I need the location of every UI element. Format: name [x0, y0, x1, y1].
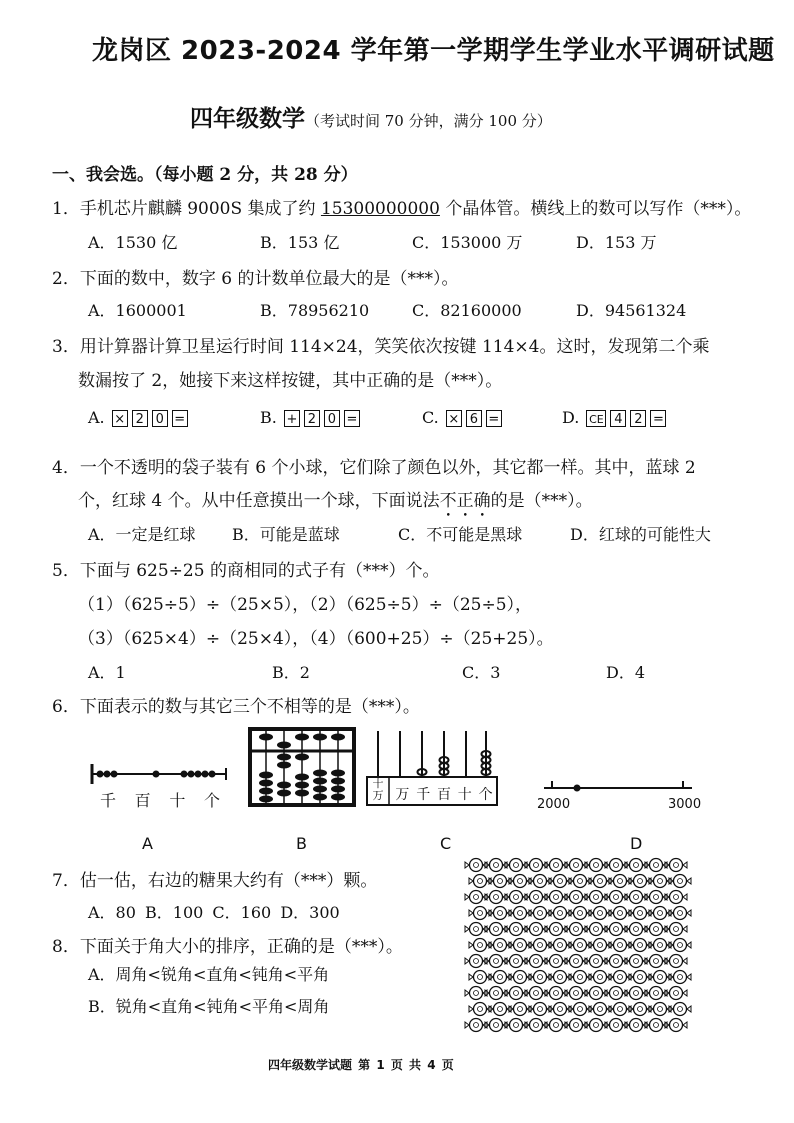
q3-option-b[interactable]: [260, 408, 362, 427]
plus-key: +: [284, 410, 300, 427]
q1-option-a[interactable]: A．1530 亿: [88, 233, 178, 252]
candy-piece: [569, 907, 591, 920]
q7-option-c[interactable]: C．160: [212, 903, 272, 922]
candy-piece: [485, 987, 507, 1000]
candy-piece: [625, 891, 647, 904]
candy-piece: [509, 939, 531, 952]
digit-key: 2: [304, 410, 320, 427]
place-label-tens: 十: [169, 791, 186, 810]
q2-option-d[interactable]: D．94561324: [576, 301, 687, 320]
candy-piece: [665, 923, 687, 936]
q3-option-a[interactable]: [88, 408, 190, 427]
candy-piece: [569, 1003, 591, 1016]
candy-piece: [569, 875, 591, 888]
counter-label-ones: 个: [478, 787, 493, 803]
counter-label-thousands: 千: [416, 787, 431, 803]
candy-piece: [605, 859, 627, 872]
candy-piece: [485, 859, 507, 872]
candy-piece: [565, 1019, 587, 1032]
candy-piece: [485, 1019, 507, 1032]
candy-piece: [605, 923, 627, 936]
q1-text-post: 个晶体管。横线上的数可以写作（***）。: [439, 199, 752, 219]
q2-option-c[interactable]: C．82160000: [412, 301, 522, 320]
candy-piece: [669, 971, 691, 984]
candy-piece: [465, 859, 487, 872]
candy-piece: [569, 971, 591, 984]
candy-piece: [529, 907, 551, 920]
candy-piece: [649, 971, 671, 984]
q2-option-b[interactable]: B．78956210: [260, 301, 370, 320]
candy-piece: [489, 971, 511, 984]
candy-piece: [629, 971, 651, 984]
candy-piece: [665, 891, 687, 904]
candy-piece: [529, 939, 551, 952]
candy-piece: [605, 987, 627, 1000]
candy-piece: [625, 859, 647, 872]
digit-key: 0: [324, 410, 340, 427]
candy-piece: [605, 955, 627, 968]
candy-piece: [565, 987, 587, 1000]
q4-line2-pre: 个，红球 4 个。从中任意摸出一个球，下面说法: [78, 491, 440, 511]
page-footer: 四年级数学试题 第 1 页 共 4 页: [268, 1058, 454, 1072]
candy-piece: [585, 923, 607, 936]
candy-piece: [545, 1019, 567, 1032]
counter-label-top: 十: [372, 777, 384, 790]
number-line-label-3000: 3000: [668, 797, 702, 812]
candy-piece: [489, 939, 511, 952]
q3-keys-d: [584, 410, 668, 427]
subtitle-line: [190, 100, 552, 133]
question-4-line-2: [78, 486, 593, 521]
candy-piece: [665, 859, 687, 872]
candy-piece: [469, 971, 491, 984]
beads-thousands: [97, 771, 118, 778]
equals-key: =: [344, 410, 360, 427]
candy-piece: [629, 1003, 651, 1016]
q5-option-c[interactable]: C．3: [462, 663, 501, 682]
candy-piece: [465, 1019, 487, 1032]
figure-b-abacus: [248, 727, 358, 809]
candy-piece: [565, 891, 587, 904]
candy-piece: [609, 939, 631, 952]
q1-text-pre: 1．手机芯片麒麟 9000S 集成了约: [52, 199, 321, 219]
question-8: 8．下面关于角大小的排序，正确的是（***）。: [52, 937, 403, 957]
place-label-hundreds: 百: [134, 791, 151, 810]
q4-option-c[interactable]: C．不可能是黑球: [398, 525, 523, 544]
candy-piece: [465, 987, 487, 1000]
candy-piece: [585, 891, 607, 904]
q1-underlined-number: 15300000000: [320, 199, 440, 219]
q4-line2-post: 的是（***）。: [490, 491, 593, 511]
candy-piece: [605, 891, 627, 904]
candy-piece: [645, 955, 667, 968]
candy-piece: [649, 1003, 671, 1016]
equals-key: =: [172, 410, 188, 427]
candy-piece: [645, 1019, 667, 1032]
counter-label-hundreds: 百: [436, 787, 451, 803]
candy-piece: [585, 859, 607, 872]
candy-piece: [509, 1003, 531, 1016]
q2-option-a[interactable]: A．1600001: [88, 301, 187, 320]
q3-keys-a: [110, 410, 190, 427]
candy-piece: [525, 923, 547, 936]
q3-label-d: D.: [562, 408, 580, 427]
q7-option-b[interactable]: B．100: [145, 903, 204, 922]
q3-label-a: A.: [88, 408, 105, 427]
question-3-line-2: 数漏按了 2，她接下来这样按键，其中正确的是（***）。: [78, 371, 503, 391]
q3-keys-b: [282, 410, 362, 427]
candy-piece: [505, 923, 527, 936]
candy-piece: [545, 923, 567, 936]
beads-ones: [181, 771, 216, 778]
candy-piece: [589, 971, 611, 984]
candy-piece: [625, 1019, 647, 1032]
candy-piece: [509, 907, 531, 920]
section-heading: 一、我会选。（每小题 2 分，共 28 分）: [52, 165, 358, 185]
candy-piece: [465, 923, 487, 936]
candy-piece: [649, 907, 671, 920]
candy-piece: [669, 939, 691, 952]
candy-piece: [585, 987, 607, 1000]
q1-option-b[interactable]: B．153 亿: [260, 233, 340, 252]
candy-piece: [545, 955, 567, 968]
candy-piece: [629, 907, 651, 920]
candy-piece: [465, 955, 487, 968]
digit-key: 2: [132, 410, 148, 427]
figure-a-place-labels: [100, 788, 220, 811]
counter-place-labels: [392, 784, 496, 804]
candy-piece: [569, 939, 591, 952]
candy-piece: [649, 939, 671, 952]
candy-piece: [489, 1003, 511, 1016]
candy-piece: [669, 1003, 691, 1016]
candy-piece: [525, 987, 547, 1000]
candy-piece: [565, 955, 587, 968]
candy-piece: [625, 923, 647, 936]
times-key: ×: [446, 410, 462, 427]
number-line-point: [574, 785, 581, 792]
q3-label-c: C.: [422, 408, 439, 427]
candy-piece: [525, 859, 547, 872]
candy-piece: [665, 955, 687, 968]
candy-piece: [589, 939, 611, 952]
candy-piece: [669, 907, 691, 920]
candy-piece: [589, 907, 611, 920]
candy-piece: [485, 955, 507, 968]
candy-piece: [529, 1003, 551, 1016]
counter-label-ten-thousands: 万: [395, 787, 410, 803]
figure-letter-d[interactable]: D: [630, 834, 643, 853]
q3-label-b: B.: [260, 408, 277, 427]
equals-key: =: [650, 410, 666, 427]
candy-piece: [465, 891, 487, 904]
candy-piece: [469, 875, 491, 888]
q1-option-d[interactable]: D．153 万: [576, 233, 657, 252]
figure-d-number-line: [540, 778, 700, 798]
candy-piece: [505, 891, 527, 904]
candy-piece: [665, 1019, 687, 1032]
question-7: 7．估一估，右边的糖果大约有（***）颗。: [52, 871, 378, 891]
q3-option-d[interactable]: [562, 408, 668, 427]
counter-rods: [378, 731, 486, 777]
candy-grid: [465, 859, 691, 1032]
clear-entry-key: CE: [586, 410, 606, 427]
q5-expressions-3-4: （3）（625×4）÷（25×4），（4）（600+25）÷（25+25）。: [78, 629, 554, 649]
question-1: [52, 194, 751, 219]
candy-piece: [529, 875, 551, 888]
exam-duration-note: （考试时间 70 分钟，满分 100 分）: [305, 112, 552, 130]
q8-option-b[interactable]: B．锐角<直角<钝角<平角<周角: [88, 997, 330, 1016]
counter-label-tens: 十: [457, 787, 472, 803]
q4-option-a[interactable]: A．一定是红球: [88, 525, 196, 544]
q7-option-d[interactable]: D．300: [280, 903, 340, 922]
candy-piece: [549, 939, 571, 952]
candy-piece: [545, 891, 567, 904]
candy-piece: [469, 939, 491, 952]
candy-piece: [549, 971, 571, 984]
q3-option-c[interactable]: [422, 408, 504, 427]
question-2: 2．下面的数中，数字 6 的计数单位最大的是（***）。: [52, 269, 459, 289]
candy-piece: [525, 955, 547, 968]
candy-piece: [625, 955, 647, 968]
figure-letter-c[interactable]: C: [440, 834, 452, 853]
digit-key: 2: [630, 410, 646, 427]
q1-option-c[interactable]: C．153000 万: [412, 233, 523, 252]
candy-illustration: [464, 856, 696, 1038]
place-label-thousands: 千: [100, 791, 117, 810]
counter-label-bottom: 万: [372, 789, 384, 802]
candy-piece: [609, 1003, 631, 1016]
candy-piece: [629, 939, 651, 952]
candy-piece: [649, 875, 671, 888]
counter-label-hundred-thousands: [368, 778, 388, 802]
candy-piece: [565, 859, 587, 872]
digit-key: 4: [610, 410, 626, 427]
number-line-label-2000: 2000: [537, 797, 571, 812]
candy-piece: [609, 907, 631, 920]
digit-key: 6: [466, 410, 482, 427]
q5-option-b[interactable]: B．2: [272, 663, 310, 682]
beads-tens: [153, 771, 160, 778]
candy-piece: [629, 875, 651, 888]
candy-piece: [525, 1019, 547, 1032]
candy-piece: [505, 1019, 527, 1032]
candy-piece: [609, 875, 631, 888]
equals-key: =: [486, 410, 502, 427]
candy-piece: [529, 971, 551, 984]
candy-piece: [585, 955, 607, 968]
candy-piece: [609, 971, 631, 984]
candy-piece: [509, 875, 531, 888]
candy-piece: [625, 987, 647, 1000]
figure-letter-b[interactable]: B: [296, 834, 307, 853]
candy-piece: [549, 1003, 571, 1016]
q5-expressions-1-2: （1）（625÷5）÷（25×5），（2）（625÷5）÷（25÷5），: [78, 595, 533, 615]
question-6: 6．下面表示的数与其它三个不相等的是（***）。: [52, 697, 420, 717]
q5-option-d[interactable]: D．4: [606, 663, 646, 682]
times-key: ×: [112, 410, 128, 427]
candy-piece: [505, 859, 527, 872]
q8-option-a[interactable]: A．周角<锐角<直角<钝角<平角: [88, 965, 330, 984]
candy-piece: [509, 971, 531, 984]
candy-piece: [645, 891, 667, 904]
q3-keys-c: [444, 410, 504, 427]
candy-piece: [645, 987, 667, 1000]
candy-piece: [549, 907, 571, 920]
q4-option-d[interactable]: D．红球的可能性大: [570, 525, 711, 544]
candy-piece: [545, 987, 567, 1000]
exam-title: 龙岗区 2023-2024 学年第一学期学生学业水平调研试题: [92, 36, 775, 66]
question-5: 5．下面与 625÷25 的商相同的式子有（***）个。: [52, 561, 440, 581]
q4-option-b[interactable]: B．可能是蓝球: [232, 525, 340, 544]
digit-key: 0: [152, 410, 168, 427]
place-label-ones: 个: [203, 791, 220, 810]
subject-title: 四年级数学: [190, 105, 305, 132]
question-4-line-1: 4．一个不透明的袋子装有 6 个小球，它们除了颜色以外，其它都一样。其中，蓝球 2: [52, 458, 696, 478]
q7-options: [88, 900, 340, 923]
candy-piece: [585, 1019, 607, 1032]
candy-piece: [605, 1019, 627, 1032]
candy-piece: [489, 907, 511, 920]
candy-piece: [645, 859, 667, 872]
candy-piece: [565, 923, 587, 936]
q7-option-a[interactable]: A．80: [88, 903, 136, 922]
q4-emphasized-word: 不正确: [439, 491, 491, 511]
candy-piece: [665, 987, 687, 1000]
candy-piece: [645, 923, 667, 936]
candy-piece: [469, 1003, 491, 1016]
candy-piece: [469, 907, 491, 920]
candy-piece: [505, 987, 527, 1000]
figure-letter-a[interactable]: A: [142, 834, 153, 853]
candy-piece: [485, 923, 507, 936]
candy-piece: [545, 859, 567, 872]
candy-piece: [669, 875, 691, 888]
candy-piece: [549, 875, 571, 888]
candy-piece: [485, 891, 507, 904]
counter-beads: [418, 751, 491, 775]
q5-option-a[interactable]: A．1: [88, 663, 126, 682]
candy-piece: [505, 955, 527, 968]
candy-piece: [525, 891, 547, 904]
candy-piece: [589, 875, 611, 888]
candy-piece: [589, 1003, 611, 1016]
candy-piece: [489, 875, 511, 888]
question-3-line-1: 3．用计算器计算卫星运行时间 114×24，笑笑依次按键 114×4。这时，发现第二个乘: [52, 337, 710, 357]
